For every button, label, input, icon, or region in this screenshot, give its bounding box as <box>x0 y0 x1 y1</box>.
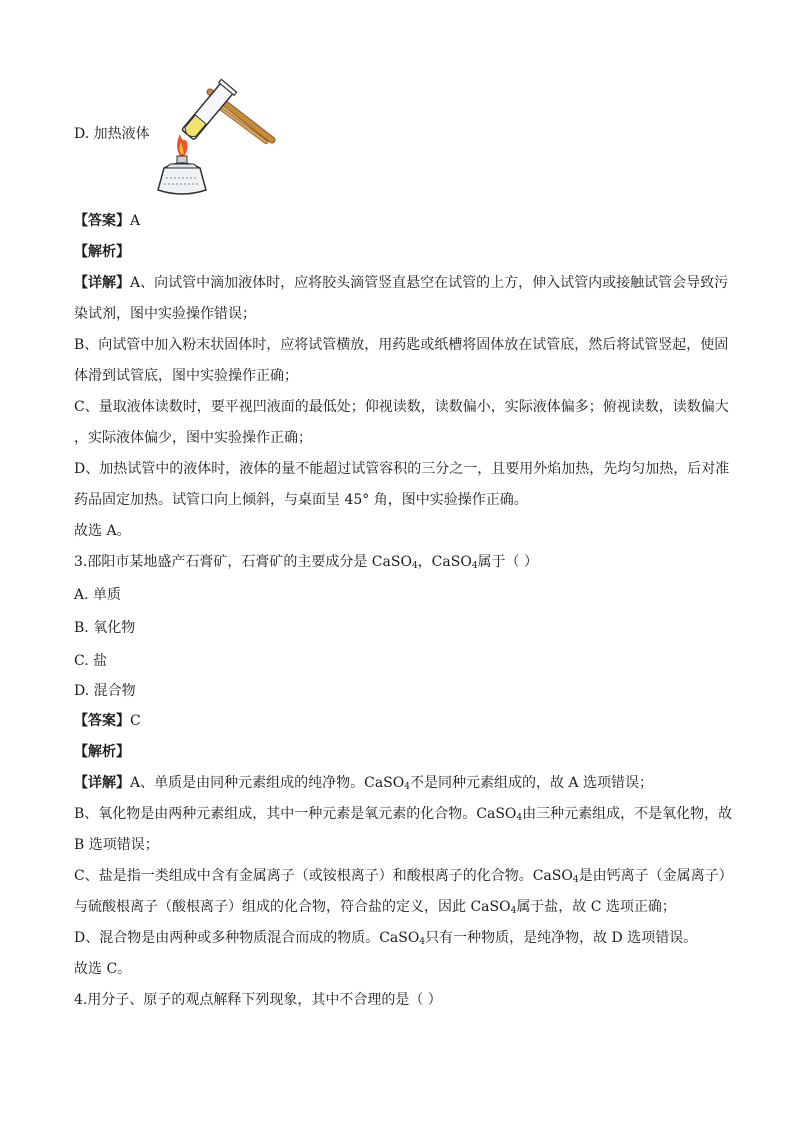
answer-label: 【答案】 <box>74 713 130 729</box>
detail-text: D、混合物是由两种或多种物质混合而成的物质。CaSO <box>74 930 420 946</box>
analysis-label: 【解析】 <box>74 744 130 760</box>
detail-text: C、盐是指一类组成中含有金属离子（或铵根离子）和酸根离子的化合物。CaSO <box>74 868 573 884</box>
detail-text: 由三种元素组成，不是氧化物，故 <box>522 806 733 822</box>
answer-label: 【答案】 <box>74 213 130 229</box>
q3-detail-line-4 <box>74 866 733 886</box>
q3-detail-line-3: B 选项错误； <box>74 837 159 853</box>
detail-label: 【详解】 <box>74 275 130 291</box>
subscript: 4 <box>419 937 426 947</box>
q3-conclusion: 故选 C。 <box>74 961 132 977</box>
answer-value: C <box>130 713 141 729</box>
q2-conclusion: 故选 A。 <box>74 523 131 539</box>
q2-detail-line-8: 药品固定加热。试管口向上倾斜，与桌面呈 45° 角，图中实验操作正确。 <box>74 492 528 508</box>
q3-detail-line-1 <box>74 773 724 793</box>
q2-detail-line-7: D、加热试管中的液体时，液体的量不能超过试管容积的三分之一，且要用外焰加热，先均匀加热，后对准 <box>74 461 730 477</box>
q3-stem-text: 属于（ ） <box>477 554 538 570</box>
q2-detail-line-6: ，实际液体偏少，图中实验操作正确； <box>74 430 312 446</box>
detail-text: 与硫酸根离子（酸根离子）组成的化合物，符合盐的定义，因此 CaSO <box>74 899 511 915</box>
q2-detail-line-1 <box>74 273 729 293</box>
option-text: 加热液体 <box>93 126 150 142</box>
q3-answer <box>74 711 724 731</box>
q2-answer <box>74 211 724 231</box>
option-prefix: D. <box>74 126 90 142</box>
subscript: 4 <box>471 561 478 571</box>
q2-detail-line-2: 染试剂，图中实验操作错误； <box>74 306 256 322</box>
q3-detail-line-5 <box>74 897 724 917</box>
detail-label: 【详解】 <box>74 775 130 791</box>
analysis-label: 【解析】 <box>74 244 130 260</box>
detail-text: 不是同种元素组成的，故 A 选项错误； <box>409 775 653 791</box>
q2-detail-line-3: B、向试管中加入粉末状固体时，应将试管横放，用药匙或纸槽将固体放在试管底，然后将试管竖起，使固 <box>74 337 729 353</box>
q3-detail-line-2 <box>74 804 733 824</box>
q4-stem: 4.用分子、原子的观点解释下列现象，其中不合理的是（ ） <box>74 992 442 1008</box>
q3-analysis-label <box>74 742 724 762</box>
answer-value: A <box>130 213 141 229</box>
subscript: 4 <box>404 782 410 792</box>
q3-stem-text: ，CaSO <box>417 554 472 570</box>
q3-stem-text: 3.邵阳市某地盛产石膏矿，石膏矿的主要成分是 CaSO <box>74 554 412 570</box>
detail-text: 是由钙离子（金属离子） <box>578 868 733 884</box>
subscript: 4 <box>516 813 523 823</box>
detail-text: 只有一种物质，是纯净物，故 D 选项错误。 <box>425 930 698 946</box>
q2-analysis-label <box>74 242 724 262</box>
q2-detail-line-4: 体滑到试管底，图中实验操作正确； <box>74 368 298 384</box>
q3-option-d: D. 混合物 <box>74 683 136 699</box>
q3-option-b: B. 氧化物 <box>74 620 136 636</box>
q3-detail-line-6 <box>74 928 724 948</box>
q3-option-c: C. 盐 <box>74 653 108 669</box>
detail-text: A、向试管中滴加液体时，应将胶头滴管竖直悬空在试管的上方，伸入试管内或接触试管会导致污 <box>130 275 729 291</box>
detail-text: A、单质是由同种元素组成的纯净物。CaSO <box>130 775 405 791</box>
q2-option-d <box>74 124 724 144</box>
q2-detail-line-5: C、量取液体读数时，要平视凹液面的最低处；仰视读数，读数偏小，实际液体偏多；俯视读数，读数偏大 <box>74 399 729 415</box>
subscript: 4 <box>510 906 517 916</box>
detail-text: B、氧化物是由两种元素组成，其中一种元素是氧元素的化合物。CaSO <box>74 806 517 822</box>
subscript: 4 <box>411 561 418 571</box>
alcohol-lamp <box>158 156 206 194</box>
q3-option-a: A. 单质 <box>74 587 122 603</box>
subscript: 4 <box>572 875 579 885</box>
detail-text: 属于盐，故 C 选项正确； <box>516 899 676 915</box>
q3-stem <box>74 552 724 572</box>
